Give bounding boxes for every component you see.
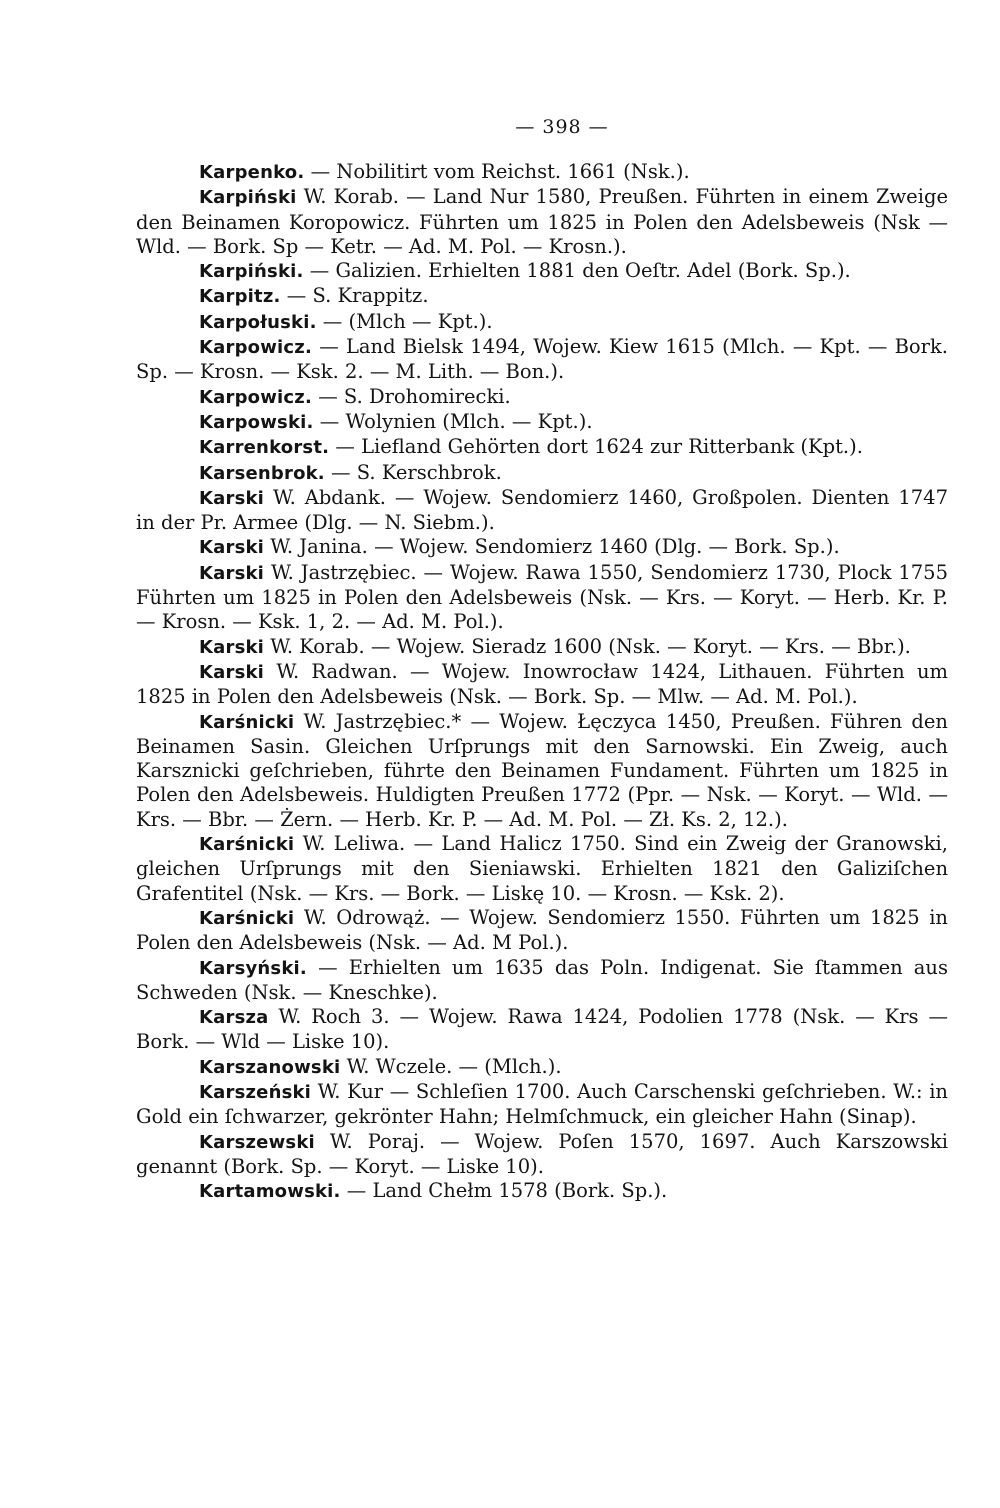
entry-text: W. Leliwa. — Land Halicz 1750. Sind ein Zweig der Granowski, gleichen Urſprungs mit den Sieniawski. Erhielten 1821 den Galiziſchen Grafentitel (Nsk. — Krs. — Bork. — Liskę 10. — Krosn. — Ksk. 2).	[136, 832, 948, 905]
entry	[136, 461, 948, 486]
entry-text: — Land Bielsk 1494, Wojew. Kiew 1615 (Mlch. — Kpt. — Bork. Sp. — Krosn. — Ksk. 2. — M. Lith. — Bon.).	[136, 335, 948, 384]
entry	[136, 310, 948, 335]
entry-name: Karśnicki	[199, 834, 295, 856]
entry-text: — Erhielten um 1635 das Poln. Indigenat. Sie ſtammen aus Schweden (Nsk. — Kneschke).	[136, 955, 948, 1004]
entry	[136, 1080, 948, 1130]
entry-text: — Land Chełm 1578 (Bork. Sp.).	[340, 1179, 668, 1203]
entry-text: W. Roch 3. — Wojew. Rawa 1424, Podolien 1778 (Nsk. — Krs — Bork. — Wld — Liske 10).	[136, 1005, 948, 1054]
entry	[136, 410, 948, 435]
entry-text: W. Radwan. — Wojew. Inowrocław 1424, Lithauen. Führten um 1825 in Polen den Adelsbeweis (Nsk. — Bork. Sp. — Mlw. — Ad. M. Pol.).	[136, 659, 948, 709]
entry-name: Karśnicki	[199, 711, 295, 733]
entry	[136, 284, 948, 309]
entry	[136, 832, 948, 906]
entry	[136, 660, 948, 710]
entry	[136, 259, 948, 284]
entry-name: Karpowski.	[199, 411, 314, 433]
entry-text: — Liefland Gehörten dort 1624 zur Ritterbank (Kpt.).	[329, 435, 863, 459]
entry-text: W. Korab. — Land Nur 1580, Preußen. Führten in einem Zweige den Beinamen Koropowicz. Führten um 1825 in Polen den Adelsbeweis (Nsk — Wld. — Bork. Sp — Ketr. — Ad. M. Pol. — Krosn.).	[136, 185, 948, 258]
entry-text: W. Wczele. — (Mlch.).	[340, 1054, 562, 1078]
entry-text: W. Jastrzębiec. — Wojew. Rawa 1550, Sendomierz 1730, Plock 1755 Führten um 1825 in Polen den Adelsbeweis (Nsk. — Krs. — Koryt. — Herb. Kr. P. — Krosn. — Ksk. 1, 2. — Ad. M. Pol.).	[136, 560, 948, 634]
entry-text: — Wolynien (Mlch. — Kpt.).	[313, 409, 593, 433]
entry-text: W. Korab. — Wojew. Sieradz 1600 (Nsk. — Koryt. — Krs. — Bbr.).	[264, 634, 911, 658]
entry-text: W. Abdank. — Wojew. Sendomierz 1460, Großpolen. Dienten 1747 in der Pr. Armee (Dlg. — N. Siebm.).	[136, 485, 948, 535]
entry-name: Karszeński	[199, 1081, 312, 1103]
entry-name: Kartamowski.	[199, 1181, 341, 1203]
entry-text: — Nobilitirt vom Reichst. 1661 (Nsk.).	[304, 160, 690, 183]
entry-text: W. Jastrzębiec.* — Wojew. Łęczyca 1450, Preußen. Führen den Beinamen Sasin. Gleichen Urſprungs mit den Sarnowski. Ein Zweig, auch Karsznicki geſchrieben, führte den Beinamen Fundament. Führten um 1825 in Polen den Adelsbeweis. Huldigten Preußen 1772 (Ppr. — Nsk. — Koryt. — Wld. — Krs. — Bbr. — Żern. — Herb. Kr. P. — Ad. M. Pol. — Zł. Ks. 2, 12.).	[136, 709, 948, 831]
entry-name: Karski	[199, 562, 265, 584]
entry	[136, 956, 948, 1006]
entry	[136, 1055, 948, 1080]
entry	[136, 160, 948, 185]
entry	[136, 1005, 948, 1055]
entry-text: — S. Drohomirecki.	[312, 384, 511, 408]
entry-name: Karpowicz.	[199, 337, 313, 359]
entry-text: W. Odrowąż. — Wojew. Sendomierz 1550. Führten um 1825 in Polen den Adelsbeweis (Nsk. — Ad. M Pol.).	[136, 905, 948, 955]
entry-name: Karpenko.	[199, 162, 305, 183]
entry	[136, 185, 948, 259]
entry	[136, 561, 948, 635]
entry	[136, 435, 948, 460]
entry	[136, 635, 948, 660]
document-page	[136, 116, 948, 1204]
entry-name: Karski	[199, 487, 265, 509]
entry	[136, 486, 948, 536]
entry-name: Karpiński.	[199, 261, 304, 283]
entry-text: — Galizien. Erhielten 1881 den Oeſtr. Adel (Bork. Sp.).	[303, 259, 851, 283]
entry-name: Karszanowski	[199, 1056, 341, 1078]
entry	[136, 1130, 948, 1180]
entry	[136, 1179, 948, 1204]
entry-name: Karsza	[199, 1007, 269, 1029]
entry-text: — S. Kerschbrok.	[324, 460, 502, 484]
entry	[136, 710, 948, 832]
entry-name: Karski	[199, 537, 265, 559]
entry	[136, 385, 948, 410]
entry-name: Karśnicki	[199, 907, 295, 929]
entry-name: Karsyński.	[199, 957, 307, 979]
entry-name: Karrenkorst.	[199, 437, 330, 459]
entry-name: Karsenbrok.	[199, 462, 325, 484]
entry-name: Karpołuski.	[199, 311, 317, 333]
entry-name: Karski	[199, 661, 265, 683]
entry-text: W. Poraj. — Wojew. Poſen 1570, 1697. Auch Karszowski genannt (Bork. Sp. — Koryt. — Liske 10).	[136, 1129, 948, 1178]
entry-text: W. Kur — Schleſien 1700. Auch Carschenski geſchrieben. W.: in Gold ein ſchwarzer, gekrönter Hahn; Helmſchmuck, ein gleicher Hahn (Sinap).	[136, 1079, 948, 1129]
entry-name: Karpitz.	[199, 286, 281, 308]
entry	[136, 906, 948, 956]
entry	[136, 335, 948, 385]
entry-text: — S. Krappitz.	[280, 284, 429, 308]
entry-name: Karski	[199, 636, 265, 658]
page-number: — 398 —	[515, 116, 609, 138]
entry	[136, 535, 948, 560]
entry-text: — (Mlch — Kpt.).	[316, 309, 493, 333]
entry-name: Karpowicz.	[199, 386, 313, 408]
entry-name: Karszewski	[199, 1131, 315, 1153]
entry-text: W. Janina. — Wojew. Sendomierz 1460 (Dlg. — Bork. Sp.).	[264, 535, 840, 559]
entry-name: Karpiński	[199, 187, 297, 209]
